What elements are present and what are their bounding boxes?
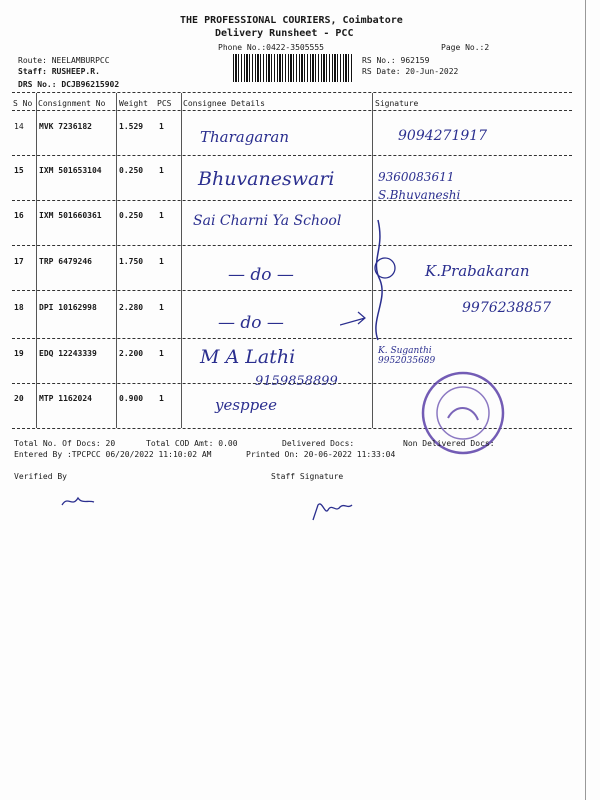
cell-pcs: 1 (159, 303, 164, 312)
cell-sno: 15 (14, 166, 24, 175)
cell-sno: 16 (14, 211, 24, 220)
column-rule (116, 93, 117, 428)
cell-consignment: MVK 7236182 (39, 122, 92, 131)
cell-pcs: 1 (159, 349, 164, 358)
handwritten-phone: 9159858899 (255, 374, 338, 389)
cell-pcs: 1 (159, 166, 164, 175)
cell-pcs: 1 (159, 394, 164, 403)
delivered-docs: Delivered Docs: (282, 439, 355, 448)
rs-date: RS Date: 20-Jun-2022 (362, 67, 459, 76)
entered-by: Entered By :TPCPCC 06/20/2022 11:10:02 AM (14, 450, 212, 459)
cell-consignment: TRP 6479246 (39, 257, 92, 266)
cell-sno: 18 (14, 303, 24, 312)
row-divider (12, 200, 572, 201)
cell-consignment: IXM 501660361 (39, 211, 102, 220)
cell-consignment: EDQ 12243339 (39, 349, 97, 358)
col-sno: S No (13, 99, 33, 108)
route: Route: NEELAMBURPCC (18, 56, 110, 65)
rs-number: RS No.: 962159 (362, 56, 430, 65)
staff-signature (310, 495, 355, 525)
handwritten-signature: K.Prabakaran (425, 262, 530, 280)
cell-pcs: 1 (159, 122, 164, 131)
cell-weight: 2.280 (119, 303, 144, 312)
phone-number: Phone No.:0422-3505555 (218, 43, 324, 52)
verifier-signature (60, 490, 100, 512)
barcode (233, 54, 353, 82)
cell-weight: 0.900 (119, 394, 144, 403)
handwritten-signature: K. Suganthi 9952035689 (378, 346, 436, 366)
cell-pcs: 1 (159, 257, 164, 266)
row-divider (12, 245, 572, 246)
handwritten-name: Sai Charni Ya School (193, 213, 342, 229)
handwritten-name: M A Lathi (200, 346, 296, 368)
col-pcs: PCS (157, 99, 172, 108)
page-edge (585, 0, 586, 800)
col-consignee-details: Consignee Details (183, 99, 265, 108)
cell-weight: 2.200 (119, 349, 144, 358)
cell-sno: 14 (14, 122, 24, 131)
handwritten-name: yesppee (215, 396, 278, 414)
cell-sno: 20 (14, 394, 24, 403)
staff-signature-label: Staff Signature (271, 472, 344, 481)
cell-sno: 17 (14, 257, 24, 266)
row-divider (12, 290, 572, 291)
col-weight: Weight (119, 99, 148, 108)
handwritten-name: Tharagaran (200, 128, 290, 146)
cell-consignment: DPI 10162998 (39, 303, 97, 312)
cell-pcs: 1 (159, 211, 164, 220)
divider (12, 110, 572, 111)
handwritten-signature: 9094271917 (398, 128, 488, 144)
column-rule (36, 93, 37, 428)
handwritten-signature: 9976238857 (462, 300, 552, 316)
verified-by-label: Verified By (14, 472, 67, 481)
col-consignment: Consignment No (38, 99, 106, 108)
handwritten-ditto: — do — (218, 313, 284, 333)
page-number: Page No.:2 (441, 43, 490, 52)
total-cod: Total COD Amt: 0.00 (146, 439, 238, 448)
staff: Staff: RUSHEEP.R. (18, 67, 100, 76)
row-divider (12, 155, 572, 156)
cell-weight: 1.529 (119, 122, 144, 131)
document-subtitle: Delivery Runsheet - PCC (215, 28, 354, 39)
cell-weight: 0.250 (119, 211, 144, 220)
handwritten-signature: 9360083611 S.Bhuvaneshi (378, 170, 461, 202)
ink-scribble (340, 200, 460, 350)
non-delivered-docs: Non Delivered Docs: (403, 439, 495, 448)
cell-consignment: IXM 501653104 (39, 166, 102, 175)
drs-number: DRS No.: DCJB96215902 (18, 80, 120, 89)
handwritten-name: Bhuvaneswari (198, 168, 335, 190)
row-divider (12, 338, 572, 339)
total-docs: Total No. Of Docs: 20 (14, 439, 116, 448)
cell-sno: 19 (14, 349, 24, 358)
cell-weight: 1.750 (119, 257, 144, 266)
handwritten-ditto: — do — (228, 265, 294, 285)
column-rule (181, 93, 182, 428)
divider (12, 92, 572, 93)
cell-weight: 0.250 (119, 166, 144, 175)
printed-on: Printed On: 20-06-2022 11:33:04 (246, 450, 396, 459)
cell-consignment: MTP 1162024 (39, 394, 92, 403)
company-title: THE PROFESSIONAL COURIERS, Coimbatore (180, 15, 403, 26)
col-signature: Signature (375, 99, 419, 108)
